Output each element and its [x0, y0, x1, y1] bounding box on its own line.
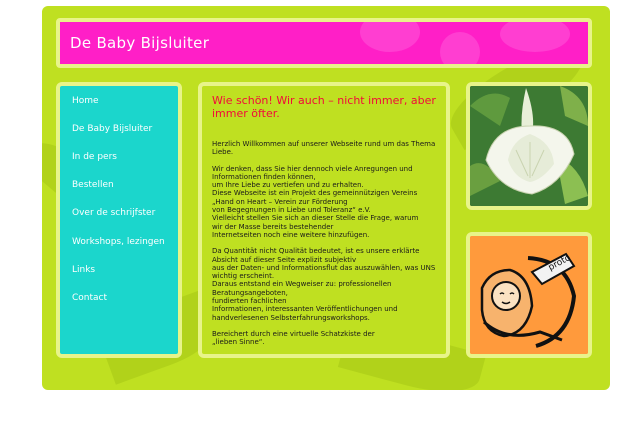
promo-drawing[interactable]	[466, 232, 592, 358]
page-headline: Wie schön! Wir auch – nicht immer, aber immer öfter.	[212, 94, 436, 120]
nav-item-home[interactable]: Home	[72, 96, 99, 106]
site-title: De Baby Bijsluiter	[70, 34, 210, 52]
nav-item-workshops-lezingen[interactable]: Workshops, lezingen	[72, 237, 165, 247]
main-content	[198, 82, 450, 358]
nav-item-in-de-pers[interactable]: In de pers	[72, 152, 117, 162]
baby-in-car-seat-drawing	[470, 236, 588, 354]
nav-item-de-baby-bijsluiter[interactable]: De Baby Bijsluiter	[72, 124, 153, 134]
nav-item-bestellen[interactable]: Bestellen	[72, 180, 114, 190]
header-banner	[56, 18, 592, 68]
angel-trumpet-flower-photo	[470, 86, 588, 206]
stamp-text: proto	[546, 253, 573, 274]
nav-item-contact[interactable]: Contact	[72, 293, 108, 303]
paragraph: Herzlich Willkommen auf unserer Webseite rund um das Thema Liebe.	[212, 140, 436, 157]
flower-photo	[466, 82, 592, 210]
paragraph: Bereichert durch eine virtuelle Schatzkiste der „lieben Sinne“.	[212, 329, 375, 347]
paragraph: Wir denken, dass Sie hier dennoch viele Anregungen und Informationen finden können, um Ihre Liebe zu vertiefen und zu erhalten. Diese Webseite ist ein Projekt des gemeinnützigen Vereins „Hand on Heart – Verein zur Förderung von Begegnungen in Liebe und Toleranz“ e.V. Vielleicht stellen Sie sich an dieser Stelle die Frage, warum wir der Masse bereits bestehender Internetseiten noch eine weitere hinzufügen.	[212, 164, 419, 239]
paragraph: Da Quantität nicht Qualität bedeutet, ist es unsere erklärte Absicht auf dieser Seite explizit subjektiv aus der Daten- und Informationsflut das auszuwählen, was UNS wichtig erscheint. Daraus entstand ein Wegweiser zu: professionellen Beratungsangeboten, fundierten fachlichen Informationen, interessanten Veröffentlichungen und handverlesenen Selbsterfahrungsworkshops.	[212, 247, 436, 322]
nav-item-over-de-schrijfster[interactable]: Over de schrijfster	[72, 208, 156, 218]
nav-item-links[interactable]: Links	[72, 265, 96, 275]
intro-text	[212, 140, 446, 355]
main-navigation	[56, 82, 182, 358]
